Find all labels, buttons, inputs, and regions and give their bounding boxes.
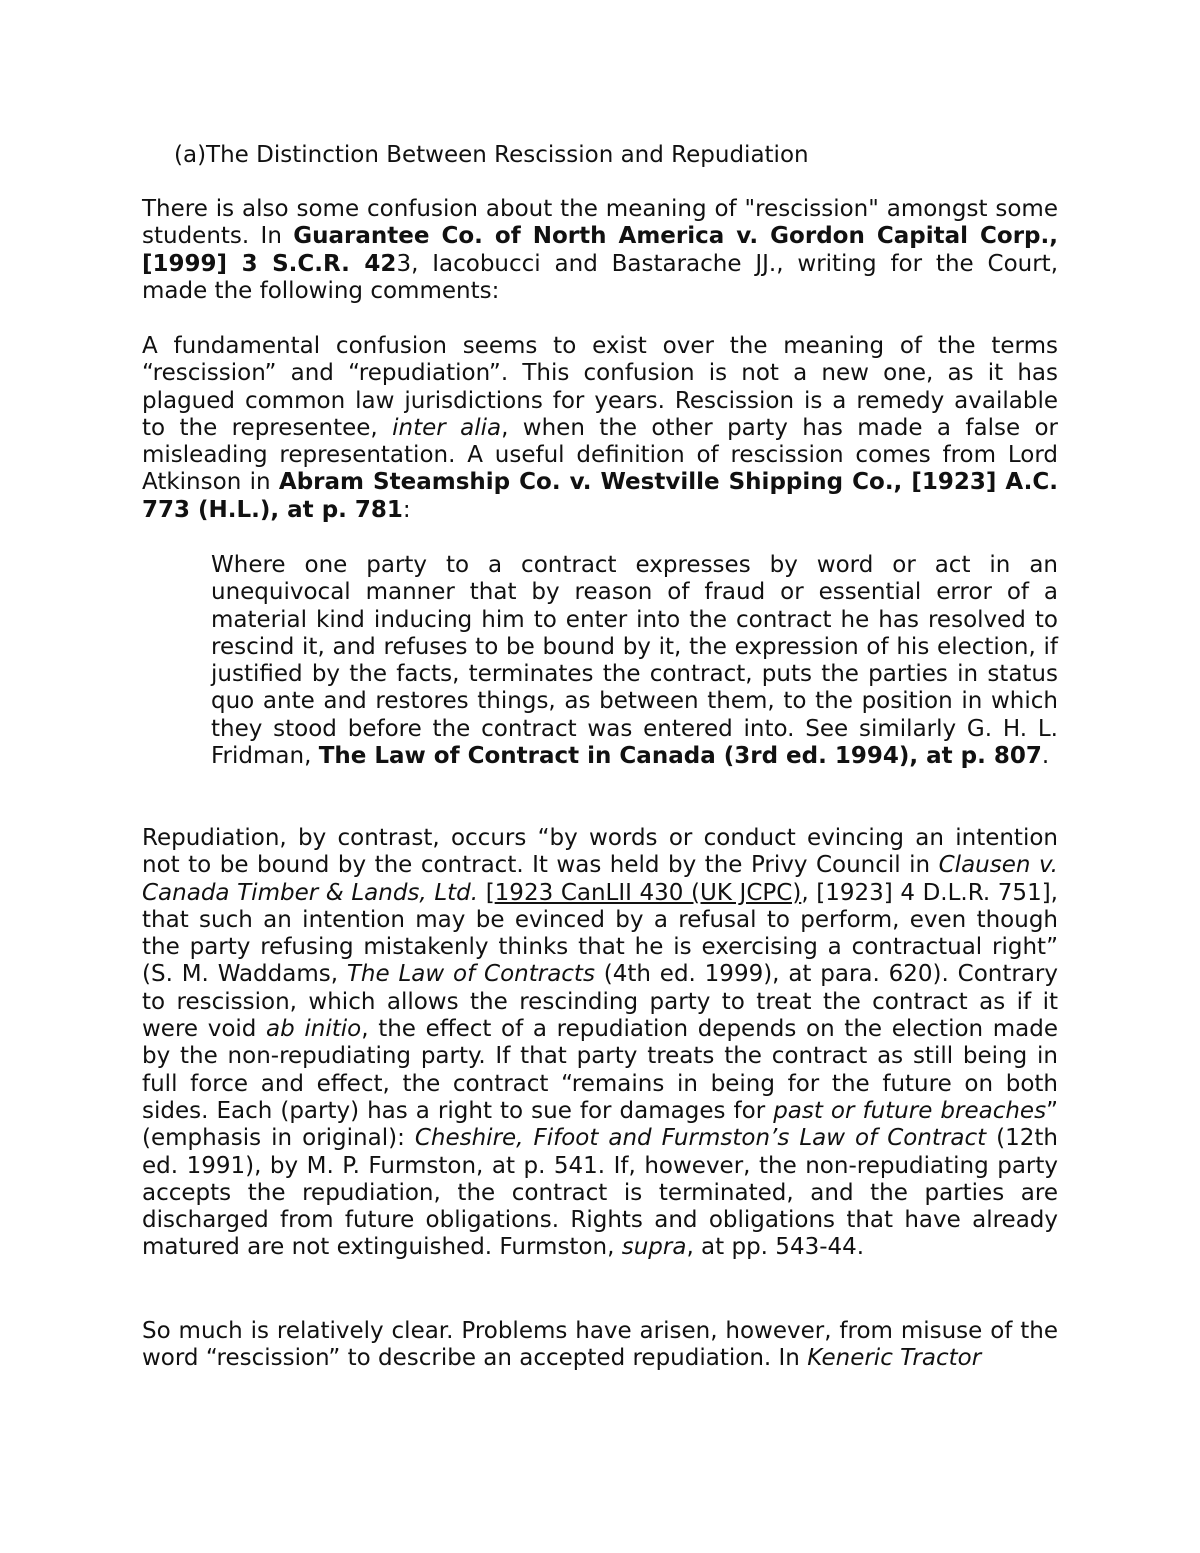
text-run: , when the other party has made a false or misleading representation. A useful definition of rescission comes from Lord Atkinson in bbox=[142, 414, 1059, 496]
text-run: ” (emphasis in original): bbox=[142, 1097, 1058, 1152]
book-title: The Law of Contracts bbox=[346, 961, 595, 988]
text-run: (4th ed. 1999), at para. 620). Contrary to rescission, which allows the rescinding party to treat the contract as if it were void bbox=[142, 961, 1058, 1043]
rescission-paragraph bbox=[142, 333, 1058, 524]
text-run: Repudiation, by contrast, occurs “by words or conduct evincing an intention not to be bound by the contract. It was held by the Privy Council in bbox=[142, 825, 1058, 879]
text-run: So much is relatively clear. Problems have arisen, however, from misuse of the word “rescission” to describe an accepted repudiation. In bbox=[142, 1318, 1058, 1372]
text-run: : bbox=[402, 496, 411, 523]
text-run: [ bbox=[478, 879, 495, 906]
canlii-link[interactable]: 1923 CanLII 430 (UK JCPC) bbox=[494, 879, 802, 906]
book-citation: The Law of Contract in Canada (3rd ed. 1994), at p. 807 bbox=[318, 743, 1042, 770]
block-quote bbox=[211, 552, 1058, 770]
book-title: Cheshire, Fifoot and Furmston’s Law of Contract bbox=[414, 1125, 987, 1152]
case-citation: Abram Steamship Co. v. Westville Shipping Co., [1923] A.C. 773 (H.L.), at p. 781 bbox=[142, 469, 1058, 523]
case-citation: Guarantee Co. of North America v. Gordon Capital Corp., [1999] 3 S.C.R. 42 bbox=[142, 223, 1058, 277]
text-run: Where one party to a contract expresses by word or act in an unequivocal manner that by reason of fraud or essential error of a material kind inducing him to enter into the contract he has resolved to rescind it, and refuses to be bound by it, the expression of his election, if justified by the facts, terminates the contract, puts the parties in status quo ante and restores things, as between them, to the position in which they stood before the contract was entered into. See similarly G. H. L. Fridman, bbox=[211, 552, 1058, 770]
text-run: There is also some confusion about the meaning of "rescission" amongst some students. In bbox=[142, 196, 1058, 250]
text-run: , the effect of a repudiation depends on the election made by the non-repudiating party. If that party treats the contract as still being in full force and effect, the contract “remains in being for the future on both sides. Each (party) has a right to sue for damages for bbox=[142, 1016, 1059, 1124]
text-run: A fundamental confusion seems to exist over the meaning of the terms “rescission” and “repudiation”. This confusion is not a new one, as it has plagued common law jurisdictions for years. Rescission is a remedy available to the representee, bbox=[142, 333, 1058, 441]
repudiation-paragraph bbox=[142, 825, 1058, 1262]
latin-term: inter alia bbox=[392, 414, 502, 441]
text-run: (12th ed. 1991), by M. P. Furmston, at p. 541. If, however, the non-repudiating party accepts the repudiation, the contract is terminated, and the parties are discharged from future obligations. Rights and obligations that have already matured are not extinguished. Furmston, bbox=[142, 1125, 1058, 1261]
latin-term: supra bbox=[621, 1234, 687, 1261]
text-run: . bbox=[1041, 743, 1050, 770]
section-heading: (a)The Distinction Between Rescission and Repudiation bbox=[174, 142, 809, 168]
latin-term: ab initio bbox=[266, 1016, 362, 1043]
closing-paragraph bbox=[142, 1318, 1058, 1373]
case-name: Clausen v. Canada Timber & Lands, Ltd. bbox=[142, 852, 1058, 906]
intro-paragraph bbox=[142, 196, 1058, 305]
text-run: 3, Iacobucci and Bastarache JJ., writing for the Court, made the following comments: bbox=[142, 250, 1059, 304]
emphasis-text: past or future breaches bbox=[773, 1097, 1047, 1124]
case-name: Keneric Tractor bbox=[807, 1345, 982, 1372]
text-run: , at pp. 543-44. bbox=[686, 1234, 865, 1261]
text-run: , [1923] 4 D.L.R. 751], that such an intention may be evinced by a refusal to perform, even though the party refusing mistakenly thinks that he is exercising a contractual right” (S. M. Waddams, bbox=[142, 879, 1058, 988]
